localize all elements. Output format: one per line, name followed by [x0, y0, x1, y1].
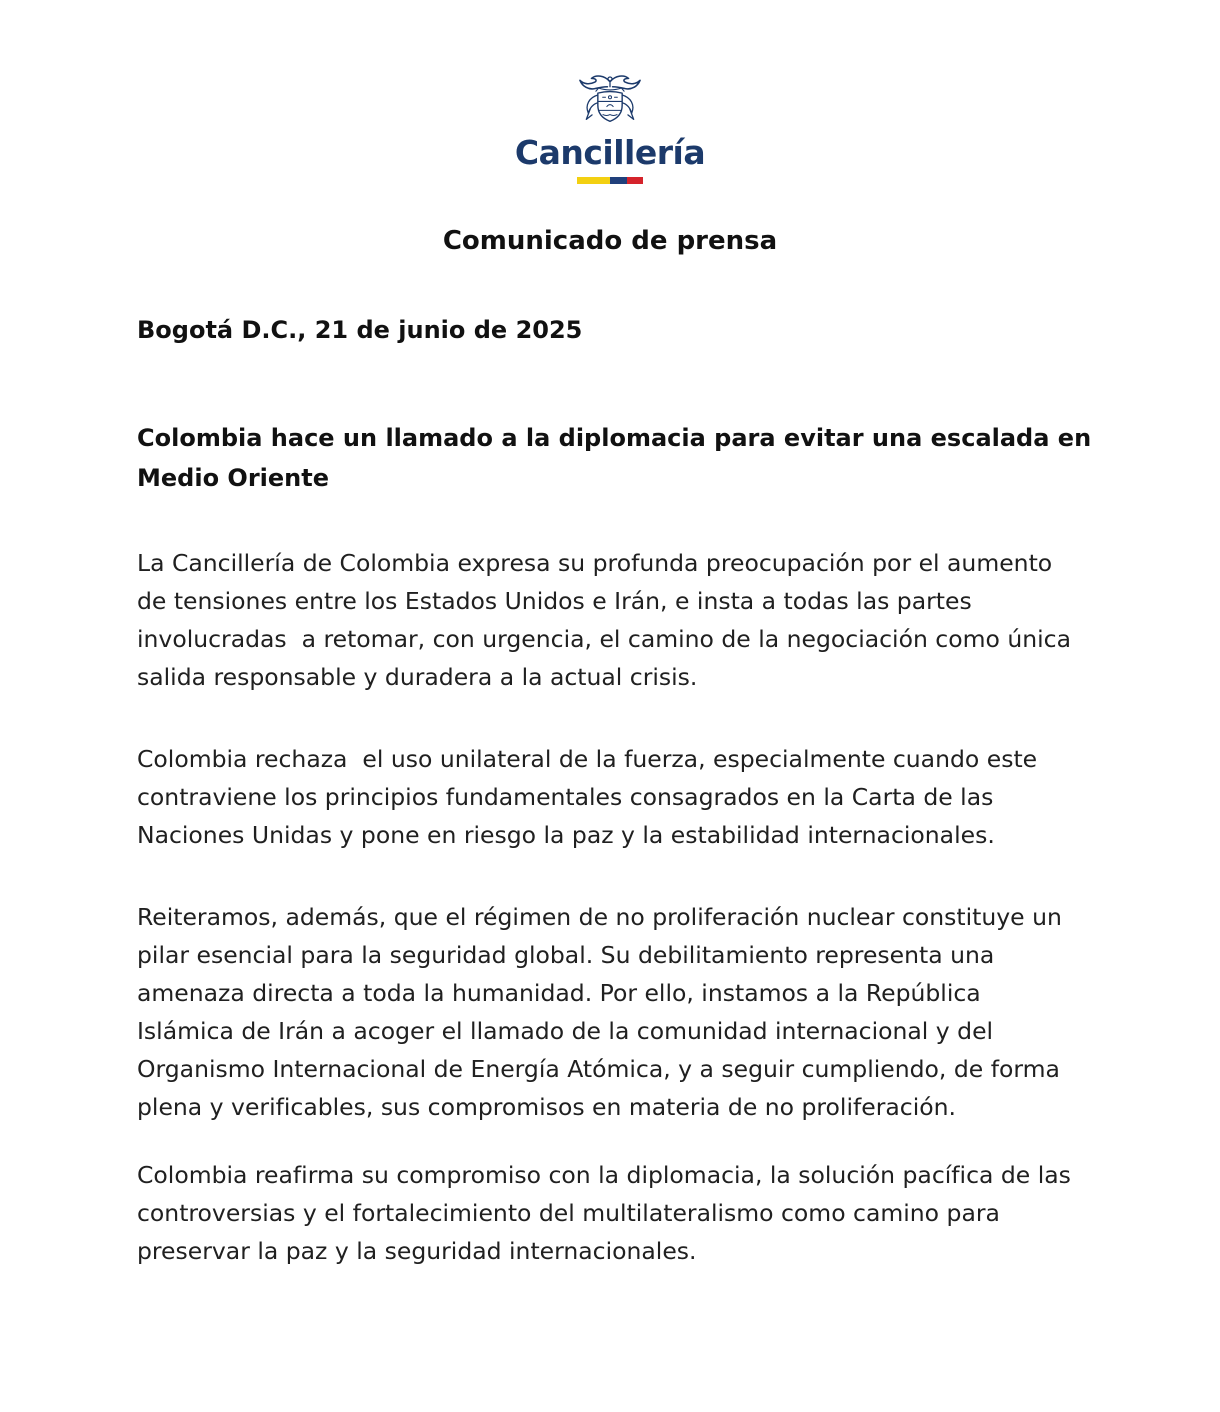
text-line: Colombia rechaza el uso unilateral de la fuerza, especialmente cuando este — [137, 745, 1038, 773]
text-line: salida responsable y duradera a la actual crisis. — [137, 663, 698, 691]
body-paragraph-1 — [137, 544, 1082, 696]
text-line: Colombia hace un llamado a la diplomacia para evitar una escalada en — [137, 424, 1092, 452]
document-title: Comunicado de prensa — [442, 226, 778, 256]
colombia-flag-bar — [577, 177, 643, 184]
dateline: Bogotá D.C., 21 de junio de 2025 — [137, 316, 583, 344]
text-line: plena y verificables, sus compromisos en materia de no proliferación. — [137, 1093, 956, 1121]
text-line: preservar la paz y la seguridad internacionales. — [137, 1237, 697, 1265]
text-line: involucradas a retomar, con urgencia, el camino de la negociación como única — [137, 625, 1071, 653]
text-line: Organismo Internacional de Energía Atómica, y a seguir cumpliendo, de forma — [137, 1055, 1060, 1083]
flag-segment-blue — [610, 177, 627, 184]
flag-segment-yellow — [577, 177, 610, 184]
document-body — [137, 316, 1092, 1270]
text-line: La Cancillería de Colombia expresa su profunda preocupación por el aumento — [137, 549, 1053, 577]
body-paragraph-2 — [137, 740, 1082, 854]
text-line: contraviene los principios fundamentales consagrados en la Carta de las — [137, 783, 994, 811]
text-line: amenaza directa a toda la humanidad. Por ello, instamos a la República — [137, 979, 981, 1007]
text-line: Colombia reafirma su compromiso con la diplomacia, la solución pacífica de las — [137, 1161, 1071, 1189]
headline — [137, 418, 1092, 498]
body-paragraph-4 — [137, 1156, 1082, 1270]
text-line: pilar esencial para la seguridad global. Su debilitamiento representa una — [137, 941, 995, 969]
text-line: Reiteramos, además, que el régimen de no proliferación nuclear constituye un — [137, 903, 1062, 931]
text-line: Medio Oriente — [137, 464, 329, 492]
cancilleria-logo — [0, 0, 1220, 184]
text-line: de tensiones entre los Estados Unidos e Irán, e insta a todas las partes — [137, 587, 972, 615]
colombia-coat-of-arms-icon — [572, 72, 648, 136]
text-line: Naciones Unidas y pone en riesgo la paz y la estabilidad internacionales. — [137, 821, 995, 849]
text-line: controversias y el fortalecimiento del multilateralismo como camino para — [137, 1199, 1000, 1227]
body-paragraph-3 — [137, 898, 1082, 1126]
cancilleria-wordmark: Cancillería — [514, 133, 706, 172]
text-line: Islámica de Irán a acoger el llamado de la comunidad internacional y del — [137, 1017, 994, 1045]
flag-segment-red — [627, 177, 643, 184]
